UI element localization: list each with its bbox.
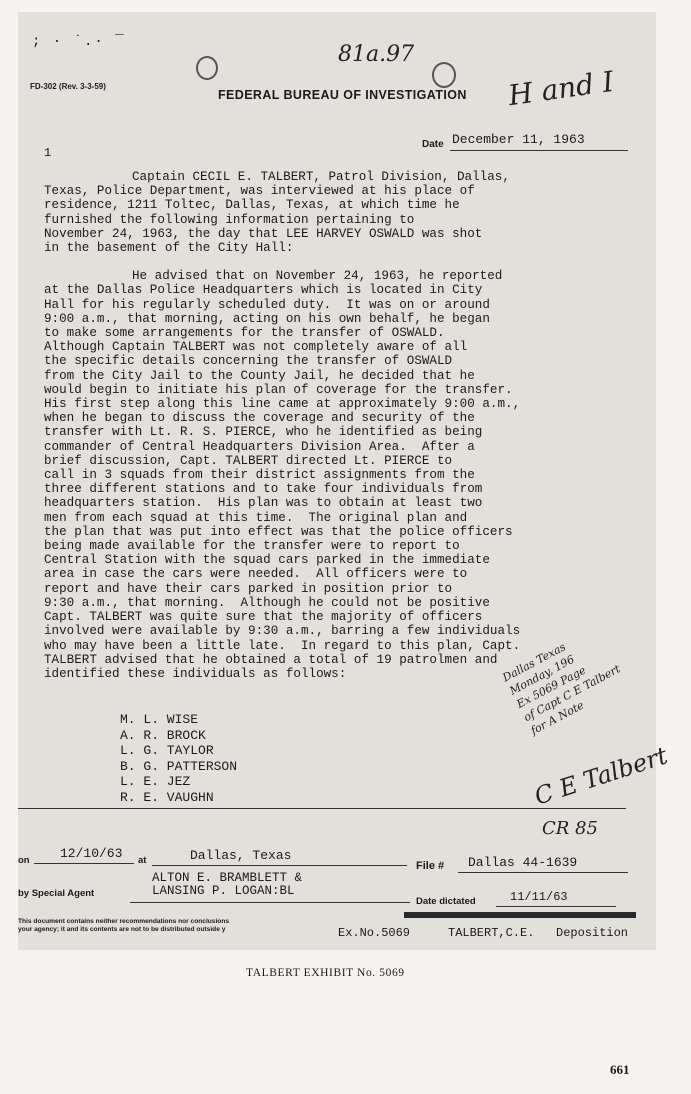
interview-date: 12/10/63 [60,846,123,861]
file-underline [458,872,628,873]
agent-label: by Special Agent [18,888,95,899]
dictated-label: Date dictated [416,896,476,907]
deponent-stamp: TALBERT,C.E. [448,926,535,940]
exhibit-caption: TALBERT EXHIBIT No. 5069 [246,967,405,979]
handwritten-file-ref: 81a.97 [338,42,415,67]
officer-name: A. R. BROCK [120,727,206,743]
officer-name: M. L. WISE [120,712,199,727]
date-value: December 11, 1963 [452,132,585,147]
officer-name: L. G. TAYLOR [120,743,214,759]
disclaimer: This document contains neither recommendations nor conclusions your agency; it and its contents are not to be distributed outside y [18,918,230,933]
redaction-bar [404,912,636,918]
file-number: Dallas 44-1639 [468,855,578,870]
at-label: at [138,855,147,866]
officer-name: L. E. JEZ [120,774,191,790]
officer-name: B. G. PATTERSON [120,758,238,774]
page-number: 1 [44,146,52,160]
paragraph-details: He advised that on November 24, 1963, he reported at the Dallas Police Headquarters which is located in City Hall for his regularly scheduled duty. It was on or around 9:00 a.m., that morning, acting on his own behalf, he began to make some arrangements for the transfer of OSWALD. Although Captain TALBERT was not completely aware of all the specific details concerning the transfer of OSWALD from the City Jail to the County Jail, he decided that he would begin to initiate his plan of coverage for the transfer. His first step along this line came at approximately 9:00 a.m., when he began to discuss the coverage and security of the transfer with Lt. R. S. PIERCE, who he identified as being commander of Central Headquarters Division Area. After a brief discussion, Capt. TALBERT directed Lt. PIERCE to call in 3 squads from their district assignments from the three different stations and to take four individuals from headquarters station. His plan was to obtain at least two men from each squad at this time. The original plan and the plan that was put into effect was that the police officers being made available for the transfer were to report to Central Station with the squad cars parked in the immediate area in case the cars were needed. All officers were to report and have their cars parked in position prior to 9:30 a.m., that morning. Although he could not be positive Capt. TALBERT was quite sure that the majority of officers involved were available by 9:30 a.m., barring a few individuals who may have been a little late. In regard to this plan, Capt. TALBERT advised that he obtained a total of 19 patrolmen and identified these individuals as follows: [44,269,521,681]
dictated-date: 11/11/63 [510,890,568,904]
corner-marks: ; · ˙.· ¯ [32,34,126,50]
file-label: File # [416,860,445,872]
report-body [44,170,604,681]
cr-number: CR 85 [542,818,598,839]
location-underline [152,865,407,866]
deposition-stamp: Deposition [556,926,629,940]
agent-underline [130,902,410,903]
officer-name: R. E. VAUGHN [120,789,214,805]
interview-location: Dallas, Texas [190,848,292,863]
form-id: FD-302 (Rev. 3-3-59) [30,82,106,91]
dictated-underline [496,906,616,907]
date-underline [450,150,628,151]
handwritten-margin-note: Dallas Texas Monday, 196 Ex 5069 Page of Capt C E Talbert for A Note [500,640,623,738]
footer-divider [18,808,626,809]
exhibit-stamp: Ex.No.5069 [338,926,411,940]
agency-title: FEDERAL BUREAU OF INVESTIGATION [218,88,467,102]
signature: C E Talbert [531,741,671,811]
officer-list [120,712,237,806]
on-label: on [18,855,30,866]
punch-hole-left [196,56,218,80]
interview-date-underline [34,863,134,864]
agent-names: ALTON E. BRAMBLETT & LANSING P. LOGAN:BL [152,871,303,898]
page-number-bottom: 661 [610,1062,630,1077]
paragraph-intro: Captain CECIL E. TALBERT, Patrol Division, Dallas, Texas, Police Department, was interviewed at his place of residence, 1211 Toltec, Dallas, Texas, at which time he furnished the following information pertaining to November 24, 1963, the day that LEE HARVEY OSWALD was shot in the basement of the City Hall: [44,170,510,256]
punch-hole-right [432,62,456,88]
date-label: Date [422,139,444,150]
handwritten-initials: H and I [506,64,616,113]
